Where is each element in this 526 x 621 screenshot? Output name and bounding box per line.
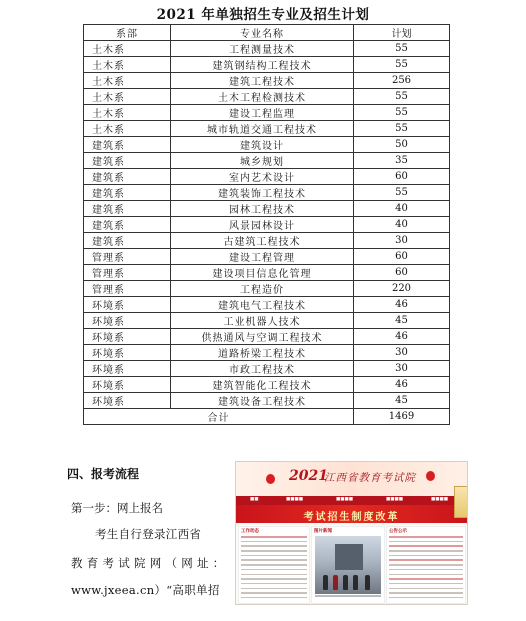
major-cell: 建筑电气工程技术 xyxy=(171,297,354,313)
paragraph-line-3: www.jxeea.cn）“高职单招 xyxy=(71,583,220,597)
major-cell: 园林工程技术 xyxy=(171,201,354,217)
major-cell: 建设项目信息化管理 xyxy=(171,265,354,281)
exam-website-screenshot xyxy=(235,461,468,605)
photo-panel-title: 图片新闻 xyxy=(314,529,332,534)
major-cell: 建筑工程技术 xyxy=(171,73,354,89)
department-cell: 建筑系 xyxy=(84,153,171,169)
paragraph-line-1: 考生自行登录江西省 xyxy=(95,527,202,541)
notice-panel xyxy=(386,526,466,604)
table-header-row xyxy=(84,25,450,41)
department-cell: 土木系 xyxy=(84,89,171,105)
plan-cell: 30 xyxy=(354,345,450,361)
table-row xyxy=(84,185,450,201)
department-cell: 土木系 xyxy=(84,105,171,121)
table-row xyxy=(84,169,450,185)
department-cell: 管理系 xyxy=(84,265,171,281)
plan-cell: 50 xyxy=(354,137,450,153)
plan-cell: 55 xyxy=(354,105,450,121)
plan-cell: 40 xyxy=(354,217,450,233)
department-cell: 土木系 xyxy=(84,73,171,89)
table-row xyxy=(84,137,450,153)
department-cell: 管理系 xyxy=(84,281,171,297)
total-label: 合计 xyxy=(84,409,354,425)
major-cell: 建筑钢结构工程技术 xyxy=(171,57,354,73)
news-panel xyxy=(238,526,310,604)
lantern-icon xyxy=(266,474,275,484)
plan-cell: 60 xyxy=(354,249,450,265)
major-cell: 城市轨道交通工程技术 xyxy=(171,121,354,137)
department-cell: 管理系 xyxy=(84,249,171,265)
department-cell: 建筑系 xyxy=(84,233,171,249)
department-cell: 环境系 xyxy=(84,377,171,393)
department-cell: 建筑系 xyxy=(84,137,171,153)
news-lines xyxy=(241,536,307,602)
plan-cell: 60 xyxy=(354,265,450,281)
table-row xyxy=(84,265,450,281)
headline-text: 考试招生制度改革 xyxy=(303,512,400,523)
major-cell: 建设工程监理 xyxy=(171,105,354,121)
plan-cell: 256 xyxy=(354,73,450,89)
website-nav-bar: ■■ ■■■■ ■■■■ ■■■■ ■■■■ xyxy=(236,496,467,505)
total-value: 1469 xyxy=(354,409,450,425)
major-cell: 工程测量技术 xyxy=(171,41,354,57)
major-cell: 建筑设计 xyxy=(171,137,354,153)
paragraph-line-2: 教 育 考 试 院 网 （ 网 址 ： xyxy=(71,556,225,570)
notice-lines xyxy=(389,536,463,602)
table-row xyxy=(84,313,450,329)
plan-cell: 55 xyxy=(354,57,450,73)
table-row xyxy=(84,233,450,249)
table-row xyxy=(84,393,450,409)
table-row xyxy=(84,201,450,217)
plan-cell: 45 xyxy=(354,313,450,329)
table-row xyxy=(84,89,450,105)
major-cell: 供热通风与空调工程技术 xyxy=(171,329,354,345)
plan-cell: 40 xyxy=(354,201,450,217)
table-row xyxy=(84,345,450,361)
plan-cell: 30 xyxy=(354,233,450,249)
major-cell: 建设工程管理 xyxy=(171,249,354,265)
table-row xyxy=(84,105,450,121)
page-title: 2021 年单独招生专业及招生计划 xyxy=(156,7,370,23)
major-cell: 建筑装饰工程技术 xyxy=(171,185,354,201)
department-cell: 土木系 xyxy=(84,57,171,73)
plan-cell: 55 xyxy=(354,89,450,105)
table-row xyxy=(84,121,450,137)
major-cell: 风景园林设计 xyxy=(171,217,354,233)
banner-year: 2021 xyxy=(289,468,328,484)
major-cell: 工业机器人技术 xyxy=(171,313,354,329)
department-cell: 环境系 xyxy=(84,297,171,313)
plan-cell: 60 xyxy=(354,169,450,185)
department-cell: 环境系 xyxy=(84,329,171,345)
table-row xyxy=(84,281,450,297)
total-row xyxy=(84,409,450,425)
department-cell: 建筑系 xyxy=(84,185,171,201)
plan-cell: 55 xyxy=(354,185,450,201)
book-image xyxy=(454,486,468,518)
header-plan: 计划 xyxy=(354,25,450,41)
table-row xyxy=(84,217,450,233)
plan-cell: 46 xyxy=(354,297,450,313)
plan-cell: 45 xyxy=(354,393,450,409)
table-row xyxy=(84,41,450,57)
table-row xyxy=(84,249,450,265)
lantern-icon xyxy=(426,471,435,481)
department-cell: 建筑系 xyxy=(84,217,171,233)
major-cell: 室内艺术设计 xyxy=(171,169,354,185)
plan-cell: 35 xyxy=(354,153,450,169)
plan-cell: 55 xyxy=(354,41,450,57)
table-row xyxy=(84,377,450,393)
table-row xyxy=(84,297,450,313)
banner-title: 江西省教育考试院 xyxy=(324,472,416,484)
department-cell: 土木系 xyxy=(84,41,171,57)
department-cell: 建筑系 xyxy=(84,169,171,185)
notice-panel-title: 公告公示 xyxy=(389,529,407,534)
plan-cell: 55 xyxy=(354,121,450,137)
photo-panel xyxy=(311,526,385,604)
department-cell: 环境系 xyxy=(84,393,171,409)
major-cell: 市政工程技术 xyxy=(171,361,354,377)
plan-cell: 46 xyxy=(354,377,450,393)
news-panel-title: 工作动态 xyxy=(241,529,259,534)
major-cell: 城乡规划 xyxy=(171,153,354,169)
department-cell: 环境系 xyxy=(84,345,171,361)
department-cell: 土木系 xyxy=(84,121,171,137)
header-department: 系部 xyxy=(84,25,171,41)
enrollment-plan-table xyxy=(83,24,450,425)
major-cell: 古建筑工程技术 xyxy=(171,233,354,249)
major-cell: 建筑设备工程技术 xyxy=(171,393,354,409)
major-cell: 建筑智能化工程技术 xyxy=(171,377,354,393)
table-row xyxy=(84,361,450,377)
table-row xyxy=(84,73,450,89)
department-cell: 建筑系 xyxy=(84,201,171,217)
headline-banner xyxy=(236,505,467,523)
major-cell: 土木工程检测技术 xyxy=(171,89,354,105)
table-row xyxy=(84,57,450,73)
major-cell: 工程造价 xyxy=(171,281,354,297)
department-cell: 环境系 xyxy=(84,361,171,377)
plan-cell: 220 xyxy=(354,281,450,297)
section-heading: 四、报考流程 xyxy=(67,467,140,481)
major-cell: 道路桥梁工程技术 xyxy=(171,345,354,361)
table-row xyxy=(84,153,450,169)
news-photo xyxy=(315,536,381,594)
table-row xyxy=(84,329,450,345)
plan-cell: 46 xyxy=(354,329,450,345)
website-banner xyxy=(236,462,467,496)
step-one-label: 第一步：网上报名 xyxy=(71,501,163,515)
header-major: 专业名称 xyxy=(171,25,354,41)
plan-cell: 30 xyxy=(354,361,450,377)
department-cell: 环境系 xyxy=(84,313,171,329)
